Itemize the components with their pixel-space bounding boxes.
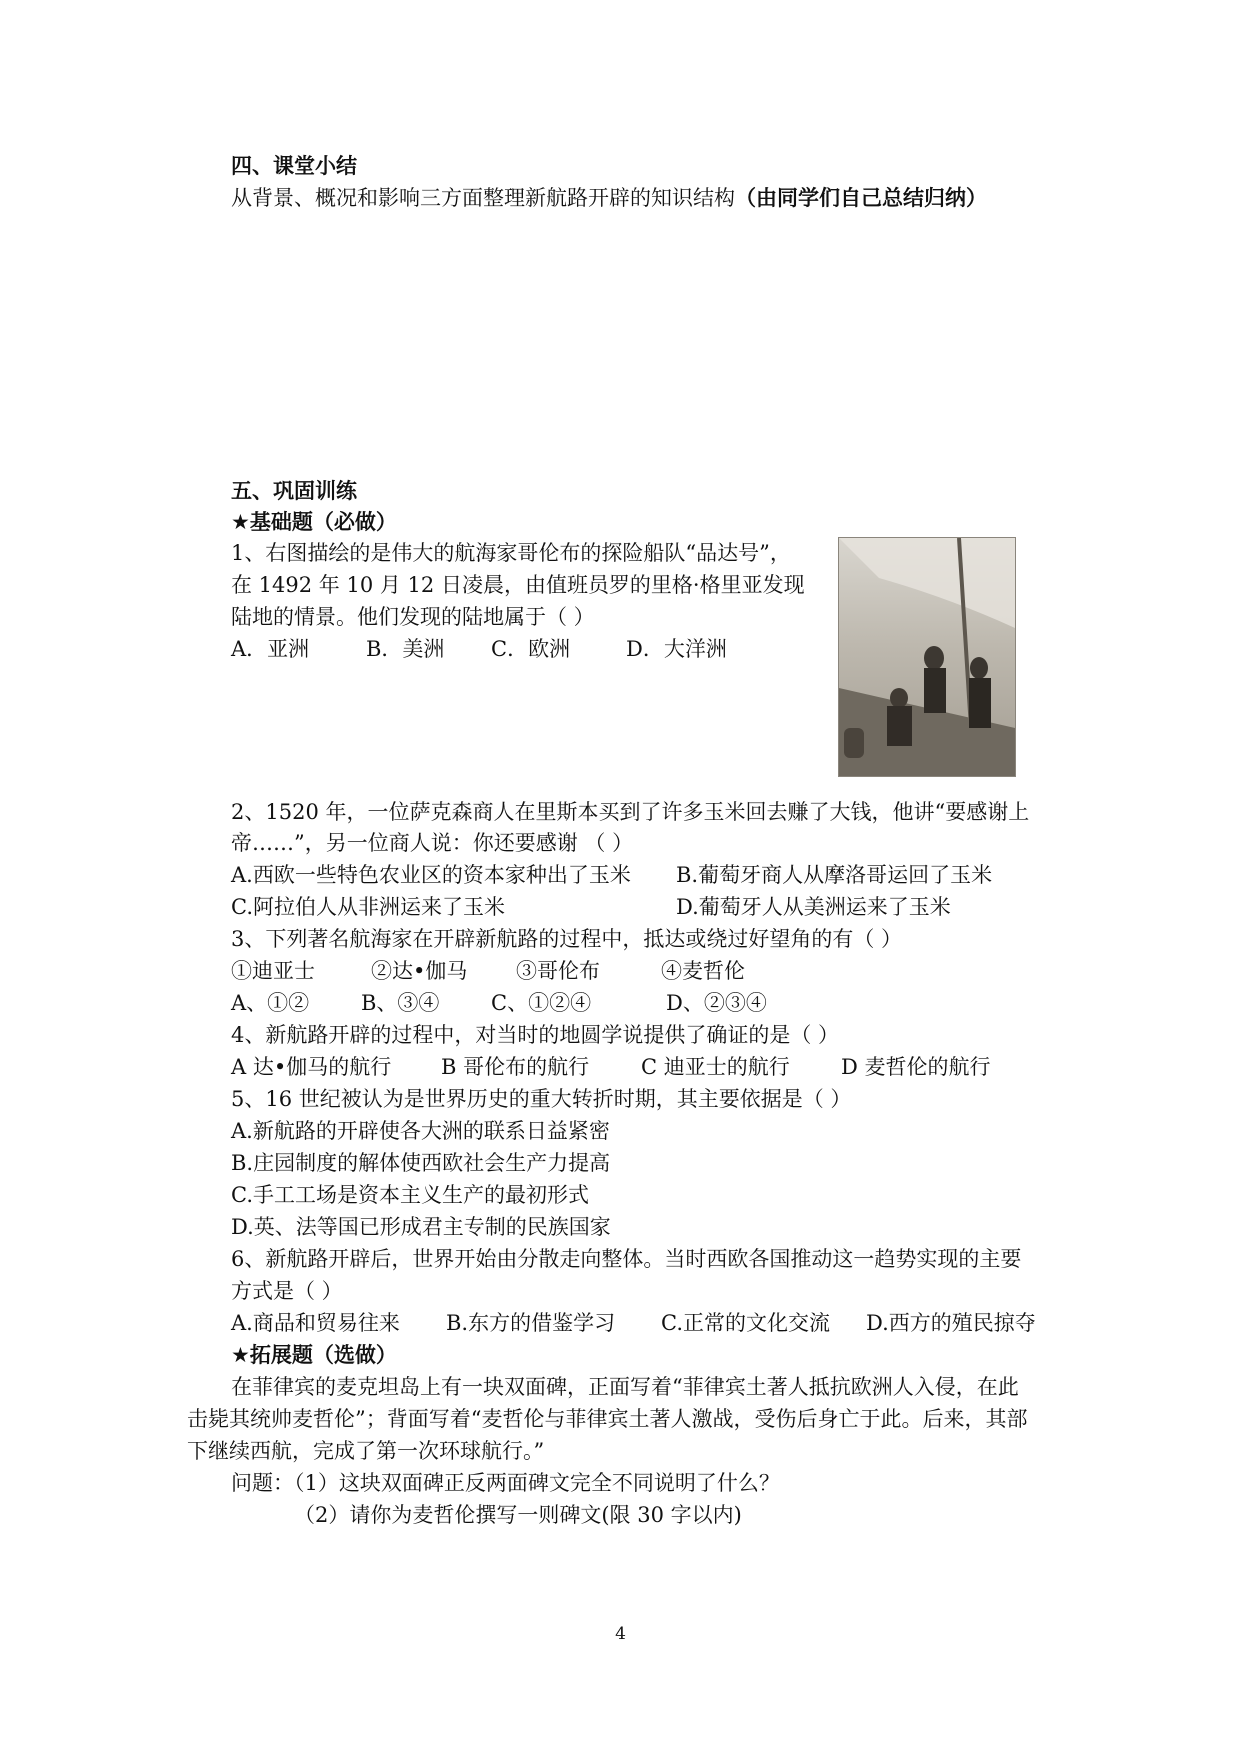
q2-line-1: 2、1520 年，一位萨克森商人在里斯本买到了许多玉米回去赚了大钱，他讲“要感谢上: [231, 800, 1030, 824]
q2-line-2: 帝……”，另一位商人说：你还要感谢 （ ）: [231, 831, 634, 855]
section5-title: 五、巩固训练: [231, 479, 357, 503]
q6-options: [231, 1308, 1036, 1338]
q2-options-row2: [231, 892, 951, 922]
q3-options: [231, 988, 767, 1018]
q1-line-1: 1、右图描绘的是伟大的航海家哥伦布的探险船队“品达号”，: [231, 541, 791, 565]
q6-line-2: 方式是（ ）: [231, 1279, 343, 1303]
q4-option-c: C 迪亚士的航行: [641, 1055, 790, 1079]
section4-text-plain: 从背景、概况和影响三方面整理新航路开辟的知识结构: [231, 186, 735, 210]
q5-option-c: C.手工工场是资本主义生产的最初形式: [231, 1183, 589, 1207]
page-number: 4: [615, 1624, 626, 1644]
q4-option-a: A 达•伽马的航行: [231, 1055, 392, 1079]
q1-line-3: 陆地的情景。他们发现的陆地属于（ ）: [231, 605, 595, 629]
q6-line-1: 6、新航路开辟后，世界开始由分散走向整体。当时西欧各国推动这一趋势实现的主要: [231, 1247, 1022, 1271]
q2-option-a: A.西欧一些特色农业区的资本家种出了玉米: [231, 863, 631, 887]
q5-option-b: B.庄园制度的解体使西欧社会生产力提高: [231, 1151, 611, 1175]
q1-options: [231, 634, 727, 664]
ext-question-2: （2）请你为麦哲伦撰写一则碑文(限 30 字以内): [294, 1503, 742, 1527]
section4-text: [231, 183, 987, 213]
q6-option-d: D.西方的殖民掠夺: [866, 1311, 1036, 1335]
q1-option-d: D．大洋洲: [626, 637, 727, 661]
ext-line-2: 击毙其统帅麦哲伦”；背面写着“麦哲伦与菲律宾土著人激战，受伤后身亡于此。后来，其部: [187, 1407, 1028, 1431]
q6-option-b: B.东方的借鉴学习: [446, 1311, 616, 1335]
q3-option-a: A、①②: [231, 991, 310, 1015]
ext-header: ★拓展题（选做）: [231, 1343, 397, 1367]
q3-item-4: ④麦哲伦: [661, 959, 745, 983]
q5-option-a: A.新航路的开辟使各大洲的联系日益紧密: [231, 1119, 610, 1143]
section4-text-bold: （由同学们自己总结归纳）: [735, 186, 987, 210]
ext-question-1: 问题：（1）这块双面碑正反两面碑文完全不同说明了什么？: [231, 1471, 780, 1495]
ext-line-1: 在菲律宾的麦克坦岛上有一块双面碑，正面写着“菲律宾土著人抵抗欧洲人入侵，在此: [231, 1375, 1019, 1399]
q3-item-1: ①迪亚士: [231, 959, 315, 983]
columbus-ship-engraving-image: [838, 537, 1016, 777]
q1-option-c: C．欧洲: [491, 637, 571, 661]
engraving-illustration: [839, 538, 1015, 776]
q3-option-c: C、①②④: [491, 991, 592, 1015]
q1-option-b: B．美洲: [366, 637, 445, 661]
q2-option-d: D.葡萄牙人从美洲运来了玉米: [676, 895, 951, 919]
q3-item-3: ③哥伦布: [516, 959, 600, 983]
section4-title: 四、课堂小结: [231, 154, 357, 178]
q5-option-d: D.英、法等国已形成君主专制的民族国家: [231, 1215, 611, 1239]
q3-items: [231, 956, 745, 986]
q4-option-b: B 哥伦布的航行: [441, 1055, 590, 1079]
q6-option-a: A.商品和贸易往来: [231, 1311, 400, 1335]
ext-line-3: 下继续西航，完成了第一次环球航行。”: [187, 1439, 545, 1463]
q6-option-c: C.正常的文化交流: [661, 1311, 830, 1335]
q2-options-row1: [231, 860, 992, 890]
q4-option-d: D 麦哲伦的航行: [841, 1055, 991, 1079]
basic-header: ★基础题（必做）: [231, 510, 397, 534]
q3-option-b: B、③④: [361, 991, 440, 1015]
q2-option-c: C.阿拉伯人从非洲运来了玉米: [231, 895, 505, 919]
q3-stem: 3、下列著名航海家在开辟新航路的过程中，抵达或绕过好望角的有（ ）: [231, 927, 903, 951]
q4-stem: 4、新航路开辟的过程中，对当时的地圆学说提供了确证的是（ ）: [231, 1023, 840, 1047]
q4-options: [231, 1052, 991, 1082]
q1-option-a: A．亚洲: [231, 637, 310, 661]
q1-line-2: 在 1492 年 10 月 12 日凌晨，由值班员罗的里格·格里亚发现: [231, 573, 805, 597]
q2-option-b: B.葡萄牙商人从摩洛哥运回了玉米: [676, 863, 993, 887]
q5-stem: 5、16 世纪被认为是世界历史的重大转折时期，其主要依据是（ ）: [231, 1087, 852, 1111]
q3-option-d: D、②③④: [666, 991, 767, 1015]
q3-item-2: ②达•伽马: [371, 959, 468, 983]
